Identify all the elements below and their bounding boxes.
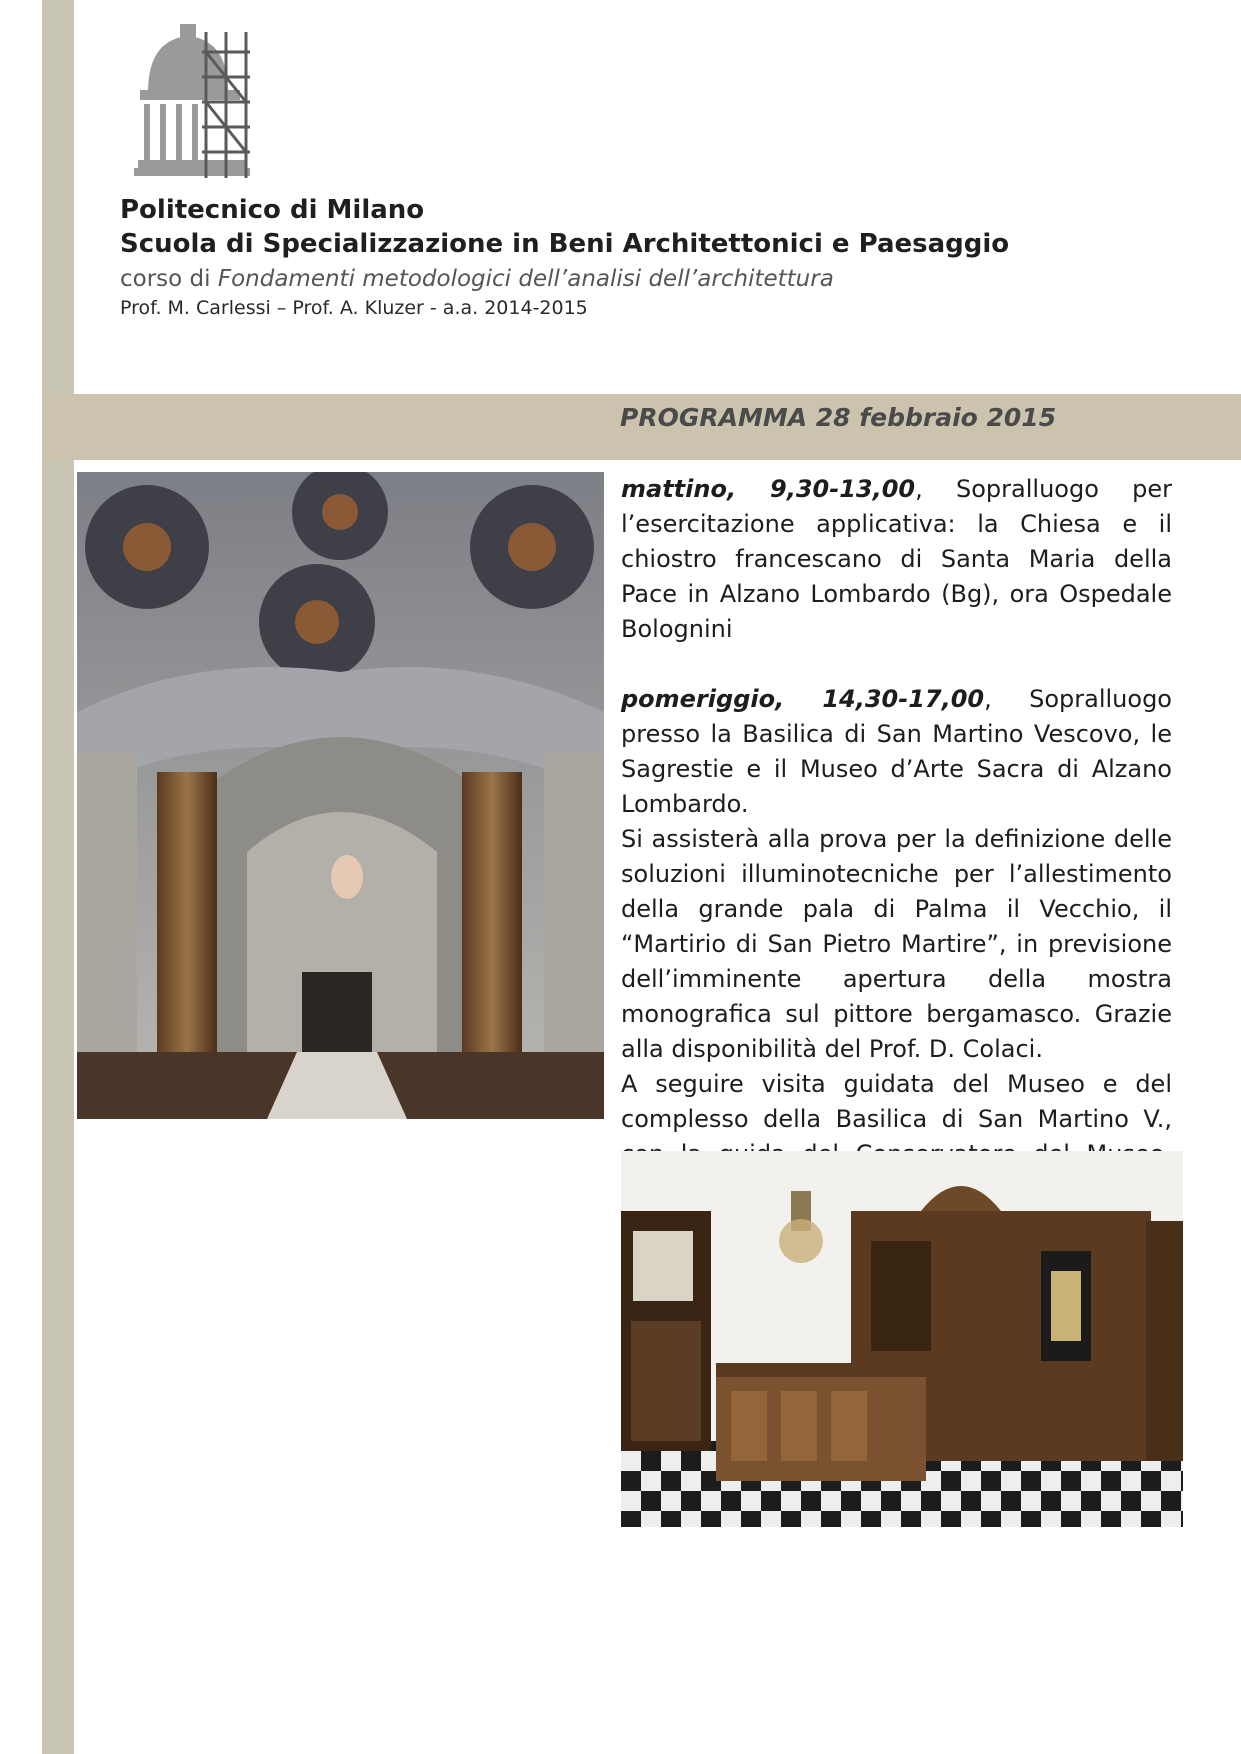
- morning-paragraph: [621, 472, 1172, 647]
- afternoon-paragraph: [621, 682, 1172, 822]
- morning-time: mattino, 9,30-13,00: [621, 475, 916, 503]
- program-title: PROGRAMMA 28 febbraio 2015: [620, 403, 1057, 432]
- header-block: [120, 196, 1180, 320]
- afternoon-time: pomeriggio, 14,30-17,00: [621, 685, 985, 713]
- visit-note: A seguire visita guidata del Museo e del complesso della Basilica di San Martino V.,: [621, 1070, 1172, 1133]
- paragraph-gap: [621, 647, 1172, 682]
- course-line: [120, 266, 1180, 292]
- logo-tempietto-scaffolding: [130, 22, 260, 182]
- program-text: [621, 472, 1172, 1207]
- afternoon-description: , Sopralluogo presso la Basilica di San Martino Vescovo, le Sagrestie e il Museo d’Arte Sacra di Alzano Lombardo.: [621, 685, 1172, 818]
- sidebar-stripe: [42, 0, 74, 1754]
- institution-name: Politecnico di Milano: [120, 195, 425, 225]
- lighting-note: Si assisterà alla prova per la definizione delle soluzioni illuminotecniche per l’allestimento della grande pala di Palma il Vecchio, il “Martirio di San Pietro Martire”, in previsione dell’imminente apertura della mostra monografica sul pittore bergamasco. Grazie alla disponibilità del Prof. D. Colaci.: [621, 825, 1172, 1063]
- morning-description: , Sopralluogo per l’esercitazione applicativa: la Chiesa e il chiostro francescano di Santa Maria della Pace in Alzano Lombardo (Bg), ora Ospedale Bolognini: [621, 475, 1172, 643]
- professors-line: Prof. M. Carlessi – Prof. A. Kluzer - a.a. 2014-2015: [120, 297, 588, 320]
- course-title: Fondamenti metodologici dell’analisi dell’architettura: [217, 265, 834, 292]
- course-prefix: corso di: [120, 265, 218, 292]
- sacristy-photo: [621, 1151, 1183, 1527]
- church-nave-photo: [77, 472, 604, 1119]
- school-name: Scuola di Specializzazione in Beni Architettonici e Paesaggio: [120, 228, 1010, 259]
